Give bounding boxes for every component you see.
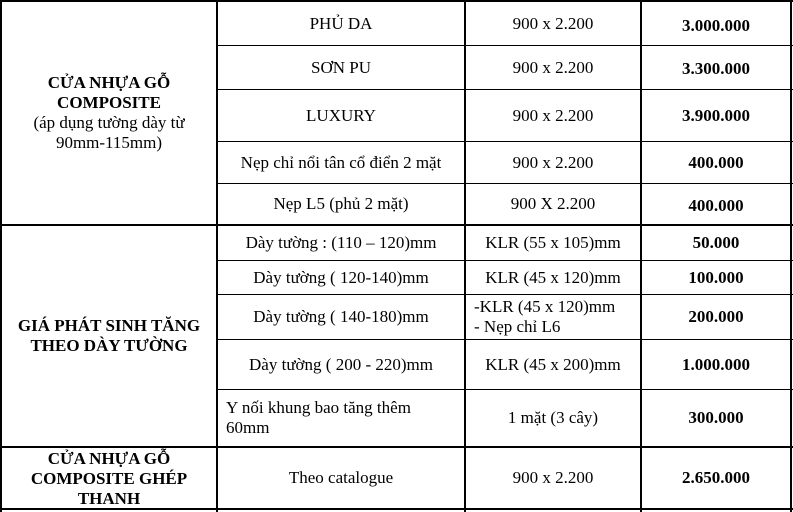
item-cell: Nẹp L5 (phủ 2 mặt)	[273, 194, 409, 213]
item-cell: PHỦ DA	[309, 13, 373, 33]
group-title: COMPOSITE GHÉP	[30, 469, 188, 488]
price-cell: 200.000	[688, 307, 744, 326]
size-cell: 1 mặt (3 cây)	[507, 408, 599, 427]
price-cell: 3.900.000	[682, 105, 750, 125]
group-note: (áp dụng tường dày từ	[33, 113, 185, 132]
size-cell: KLR (45 x 120)mm	[485, 267, 621, 287]
item-cell: Dày tường ( 140-180)mm	[253, 307, 429, 326]
item-cell: SƠN PU	[311, 57, 371, 77]
group-label-composite-panel	[2, 448, 216, 510]
price-cell: 1.000.000	[682, 354, 750, 374]
size-cell: 900 X 2.200	[510, 194, 596, 213]
group-label-wall-thickness	[2, 226, 216, 446]
price-cell: 3.300.000	[682, 58, 750, 78]
item-cell: Dày tường ( 120-140)mm	[253, 267, 429, 287]
group-title: THANH	[77, 489, 141, 508]
price-cell: 50.000	[692, 233, 740, 252]
price-cell: 2.650.000	[682, 468, 750, 487]
size-cell: -KLR (45 x 120)mm - Nẹp chỉ L6	[474, 297, 616, 336]
price-cell: 300.000	[688, 408, 744, 427]
size-cell: KLR (55 x 105)mm	[485, 233, 621, 252]
size-cell: 900 x 2.200	[512, 57, 594, 77]
table-border-right	[790, 0, 792, 512]
group-title: GIÁ PHÁT SINH TĂNG	[17, 316, 201, 335]
group-label-composite	[2, 2, 216, 224]
price-cell: 400.000	[688, 196, 744, 215]
item-cell: Y nối khung bao tăng thêm 60mm	[226, 398, 411, 437]
price-cell: 400.000	[688, 152, 744, 172]
price-cell: 3.000.000	[682, 15, 750, 35]
size-cell: KLR (45 x 200)mm	[485, 354, 621, 374]
group-note: 90mm-115mm)	[55, 133, 163, 152]
item-cell: LUXURY	[306, 105, 376, 125]
item-cell: Nẹp chỉ nổi tân cổ điển 2 mặt	[240, 152, 442, 172]
item-cell: Theo catalogue	[288, 468, 394, 487]
group-title: COMPOSITE	[57, 93, 161, 112]
item-cell: Dày tường ( 200 - 220)mm	[249, 354, 433, 374]
price-cell: 100.000	[688, 267, 744, 287]
size-cell: 900 x 2.200	[512, 468, 594, 487]
size-cell: 900 x 2.200	[512, 152, 594, 172]
group-title: CỬA NHỰA GỖ	[47, 449, 171, 468]
group-title: CỬA NHỰA GỖ	[47, 73, 171, 92]
item-cell: Dày tường : (110 – 120)mm	[245, 233, 437, 252]
group-title: THEO DÀY TƯỜNG	[30, 336, 188, 355]
size-cell: 900 x 2.200	[512, 105, 594, 125]
size-cell: 900 x 2.200	[512, 13, 594, 33]
